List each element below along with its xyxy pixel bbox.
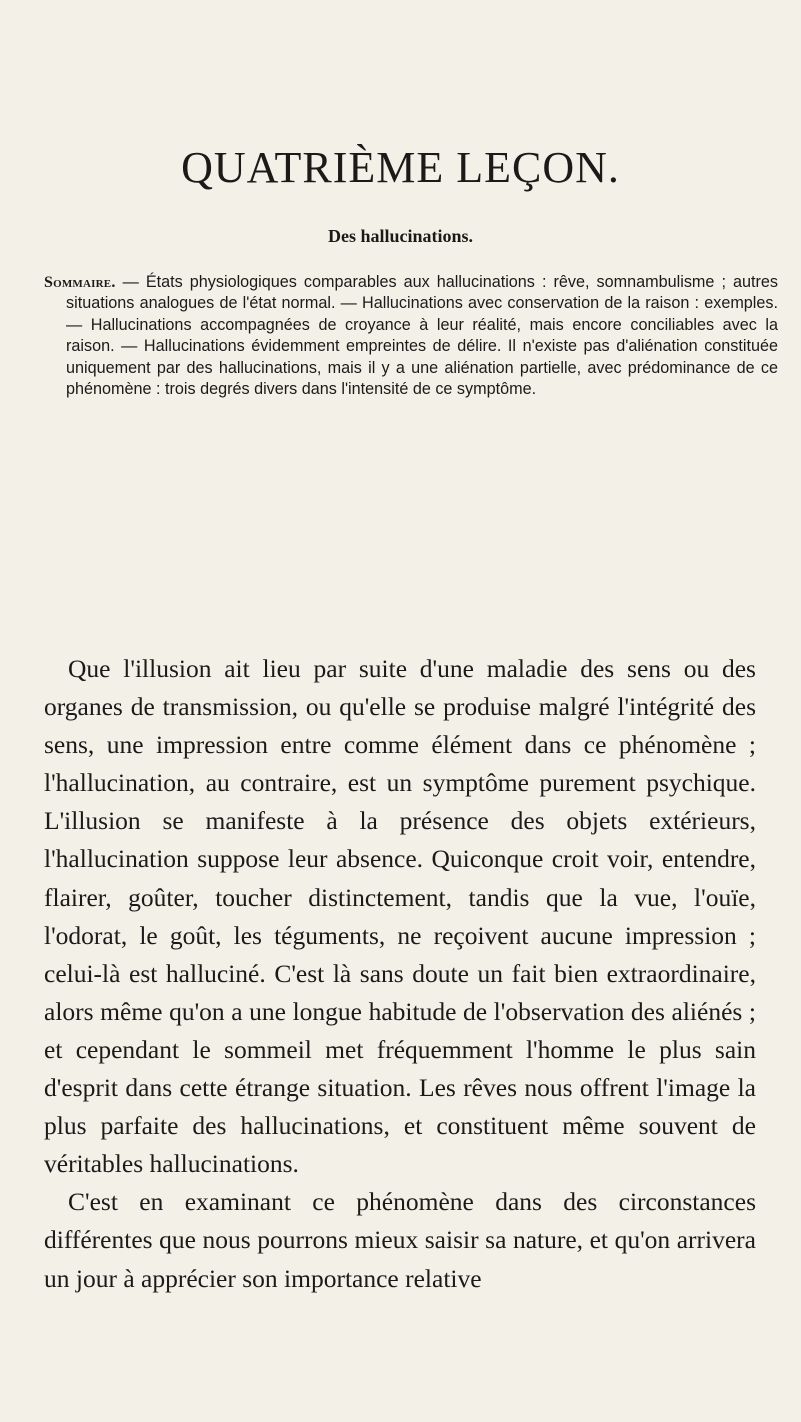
summary-text: — États physiologiques comparables aux hallucinations : rêve, somnambulisme ; autres situations analogues de l'état normal. — Hallucinations avec conservation de la raison : exemples. — Hallucinations accompagnées de croyance à leur réalité, mais encore conciliables avec la raison. — Hallucinations évidemment empreintes de délire. Il n'existe pas d'aliénation constituée uniquement par des hallucinations, mais il y a une aliénation partielle, avec prédominance de ce phénomène : trois degrés divers dans l'intensité de ce symptôme.: [66, 273, 778, 399]
summary: [44, 272, 778, 400]
paragraph-2: C'est en examinant ce phénomène dans des circonstances différentes que nous pourrons mieux saisir sa nature, et qu'on arrivera un jour à apprécier son importance relative: [44, 1187, 756, 1293]
paragraph-1: Que l'illusion ait lieu par suite d'une maladie des sens ou des organes de transmission, ou qu'elle se produise malgré l'intégrité des sens, une impression entre comme élément dans ce phénomène ; l'hallucination, au contraire, est un symptôme purement psychique. L'illusion se manifeste à la présence des objets extérieurs, l'hallucination suppose leur absence. Quiconque croit voir, entendre, flairer, goûter, toucher distinctement, tandis que la vue, l'ouïe, l'odorat, le goût, les téguments, ne reçoivent aucune impression ; celui-là est halluciné. C'est là sans doute un fait bien extraordinaire, alors même qu'on a une longue habitude de l'observation des aliénés ; et cependant le sommeil met fréquemment l'homme le plus sain d'esprit dans cette étrange situation. Les rêves nous offrent l'image la plus parfaite des hallucinations, et constituent même souvent de véritables hallucinations.: [44, 654, 756, 1179]
body-text: [44, 650, 756, 1298]
summary-label: Sommaire.: [44, 274, 116, 291]
chapter-title: QUATRIÈME LEÇON.: [181, 143, 620, 192]
section-title: Des hallucinations.: [327, 226, 474, 246]
